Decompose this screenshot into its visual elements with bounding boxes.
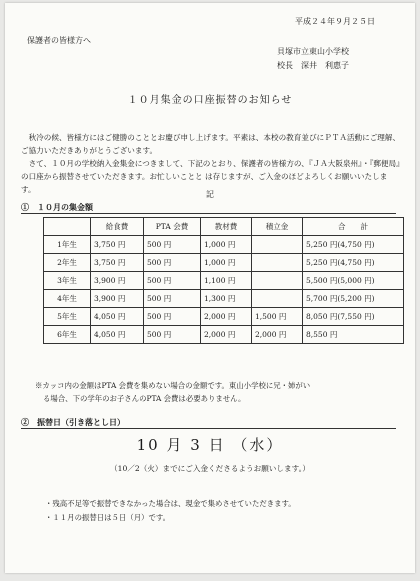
pta-cell: 500 円 <box>144 272 201 290</box>
notes-list <box>45 497 296 525</box>
table-row <box>44 308 404 326</box>
table-row <box>44 290 404 308</box>
fee-table-header-row <box>44 218 404 236</box>
materials-cell: 2,000 円 <box>201 308 252 326</box>
notice-page <box>5 3 415 573</box>
materials-cell: 1,000 円 <box>201 254 252 272</box>
header-pta: PTA 会費 <box>144 218 201 236</box>
total-cell: 5,250 円(4,750 円) <box>303 254 404 272</box>
pta-cell: 500 円 <box>144 326 201 344</box>
savings-cell <box>252 254 303 272</box>
school-name: 貝塚市立東山小学校 <box>277 47 349 56</box>
header-lunch: 給食費 <box>91 218 144 236</box>
savings-cell <box>252 290 303 308</box>
header-grade <box>44 218 91 236</box>
total-cell: 8,550 円 <box>303 326 404 344</box>
section-1-divider <box>21 213 396 214</box>
list-item: ・残高不足等で振替できなかった場合は、現金で集めさせていただきます。 <box>45 499 296 508</box>
total-cell: 5,500 円(5,000 円) <box>303 272 404 290</box>
section-2-divider <box>21 428 396 429</box>
total-cell: 8,050 円(7,550 円) <box>303 308 404 326</box>
lunch-cell: 3,750 円 <box>91 236 144 254</box>
issue-date: 平成２４年９月２５日 <box>295 17 375 26</box>
pta-cell: 500 円 <box>144 254 201 272</box>
body-paragraph-1: 秋冷の候、皆様方にはご健勝のこととお慶び申し上げます。平素は、本校の教育並びにＰＴＡ活動にご理解、ご協力いただきありがとうございます。 <box>21 133 401 155</box>
savings-cell: 2,000 円 <box>252 326 303 344</box>
pta-cell: 500 円 <box>144 290 201 308</box>
deposit-deadline: （10／2（火）までにご入金くださるようお願いします。） <box>110 464 310 473</box>
grade-cell: 3年生 <box>44 272 91 290</box>
materials-cell: 1,100 円 <box>201 272 252 290</box>
total-cell: 5,250 円(4,750 円) <box>303 236 404 254</box>
table-row <box>44 326 404 344</box>
table-row <box>44 272 404 290</box>
recipient-line: 保護者の皆様方へ <box>27 36 91 45</box>
pta-note-line-1: ※カッコ内の金額はPTA 会費を集めない場合の金額です。東山小学校に兄・姉がい <box>35 381 311 390</box>
list-item: ・１１月の振替日は５日（月）です。 <box>45 513 171 522</box>
table-row <box>44 236 404 254</box>
lunch-cell: 4,050 円 <box>91 326 144 344</box>
body-paragraph-2: さて、１０月の学校納入金集金につきまして、下記のとおり、保護者の皆様方の、『ＪＡ大阪泉州』・『郵便局』の口座から振替させていただきます。お忙しいことと は存じますが、ご入金のほどよろしくお願いいたします。 <box>21 159 400 194</box>
table-row <box>44 254 404 272</box>
materials-cell: 1,000 円 <box>201 236 252 254</box>
transfer-date: 10 月 3 日 （水） <box>136 436 284 454</box>
header-total: 合 計 <box>303 218 404 236</box>
lunch-cell: 3,900 円 <box>91 272 144 290</box>
pta-note <box>35 379 385 405</box>
materials-cell: 1,300 円 <box>201 290 252 308</box>
savings-cell <box>252 272 303 290</box>
grade-cell: 1年生 <box>44 236 91 254</box>
grade-cell: 5年生 <box>44 308 91 326</box>
savings-cell <box>252 236 303 254</box>
fee-table <box>43 217 404 344</box>
lunch-cell: 3,750 円 <box>91 254 144 272</box>
principal-name: 校長 深井 利惠子 <box>277 61 349 70</box>
grade-cell: 6年生 <box>44 326 91 344</box>
section-2-heading: ② 振替日（引き落とし日） <box>21 417 125 427</box>
total-cell: 5,700 円(5,200 円) <box>303 290 404 308</box>
lunch-cell: 3,900 円 <box>91 290 144 308</box>
pta-note-line-2: る場合、下の学年のお子さんのPTA 会費は必要ありません。 <box>43 394 246 403</box>
pta-cell: 500 円 <box>144 308 201 326</box>
materials-cell: 2,000 円 <box>201 326 252 344</box>
grade-cell: 2年生 <box>44 254 91 272</box>
header-savings: 積立金 <box>252 218 303 236</box>
section-1-heading: ① １０月の集金額 <box>21 202 93 212</box>
header-materials: 教材費 <box>201 218 252 236</box>
savings-cell: 1,500 円 <box>252 308 303 326</box>
lunch-cell: 4,050 円 <box>91 308 144 326</box>
ki-mark: 記 <box>206 190 214 199</box>
body-text <box>21 131 401 196</box>
grade-cell: 4年生 <box>44 290 91 308</box>
document-title: １０月集金の口座振替のお知らせ <box>127 95 293 106</box>
pta-cell: 500 円 <box>144 236 201 254</box>
